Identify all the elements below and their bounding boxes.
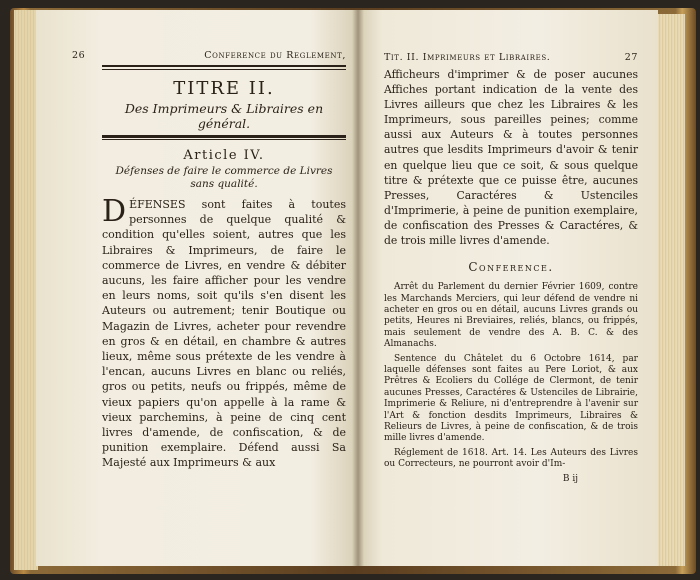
article-heading: Article IV. <box>183 148 265 163</box>
article-body <box>102 194 346 471</box>
page-edges-left <box>14 10 38 570</box>
running-title-left: Conference du Reglement, <box>204 50 346 61</box>
page-edges-right <box>655 14 685 566</box>
conference-paragraph: Réglement de 1618. Art. 14. Les Auteurs des Livres ou Correcteurs, ne pourront avoir d'Im- <box>384 447 638 470</box>
running-head-left <box>72 50 346 61</box>
page-number-right: 27 <box>624 52 638 63</box>
running-head-right <box>384 52 638 63</box>
page-number-left: 26 <box>72 50 86 61</box>
continued-body: Afficheurs d'imprimer & de poser aucunes Affiches portant indication de la vente des Livres ailleurs que chez les Libraires & les Imprimeurs, sous pareilles peines; comme aussi aux Auteurs & à toutes personnes autres que lesdits Imprimeurs d'avoir & tenir en quelque lieu que ce soit, & sous quelque titre & prétexte que ce puisse être, aucunes Presses, Caractéres & Ustenciles d'Imprimerie, à peine de punition exemplaire, de confiscation des Presses & Caractéres, & de trois mille livres d'amende. <box>384 68 638 248</box>
titre-heading: TITRE II. <box>173 78 275 99</box>
article-subheading: Défenses de faire le commerce de Livres sans qualité. <box>115 165 333 190</box>
signature-mark: B ij <box>562 473 578 484</box>
conference-paragraph: Sentence du Châtelet du 6 Octobre 1614, par laquelle défenses sont faites au Pere Loriot, & aux Prêtres & Ecoliers du Collége de Clermont, de tenir aucunes Presses, Caractéres & Ustenciles de Librairie, Imprimerie & Reliure, ni d'entreprendre à l'avenir sur l'Art & fonction desdits Imprimeurs, Libraires & Relieurs de Livres, à peine de confiscation, & de trois mille livres d'amende. <box>384 353 638 444</box>
right-page <box>358 10 658 566</box>
book-gutter <box>352 10 364 566</box>
article-body-text: ÉFENSES sont faites à toutes personnes de quelque qualité & condition qu'elles soient, autres que les Libraires & Imprimeurs, de faire le commerce de Livres, en vendre & débiter aucuns, les faire afficher pour les vendre en leurs noms, soit qu'ils s'en disent les Auteurs ou autrement; tenir Boutique ou Magazin de Livres, acheter pour revendre en gros & en détail, en chambre & autres lieux, même sous prétexte de les vendre à l'encan, aucuns Livres en blanc ou reliés, gros ou petits, neufs ou frippés, même de vieux papiers qu'on appelle à la rame & vieux parchemins, à peine de cinq cent livres d'amende, de confiscation, & de punition exemplaire. Défend aussi Sa Majesté aux Imprimeurs & aux <box>102 198 346 470</box>
drop-cap: D <box>102 194 127 229</box>
left-page <box>36 10 358 566</box>
conference-heading: Conference. <box>468 260 554 275</box>
header-rule <box>102 65 346 70</box>
running-title-right: Tit. II. Imprimeurs et Libraires. <box>384 52 551 63</box>
section-rule <box>102 135 346 140</box>
titre-subheading: Des Imprimeurs & Libraires en général. <box>124 101 324 131</box>
conference-paragraph: Arrêt du Parlement du dernier Février 1609, contre les Marchands Merciers, qui leur défend de vendre ni acheter en gros ou en détail, aucuns Livres grands ou petits, Heures ni Breviaires, reliés, blancs, ou frippés, mais seulement de vendre des A. B. C. & des Almanachs. <box>384 282 638 350</box>
